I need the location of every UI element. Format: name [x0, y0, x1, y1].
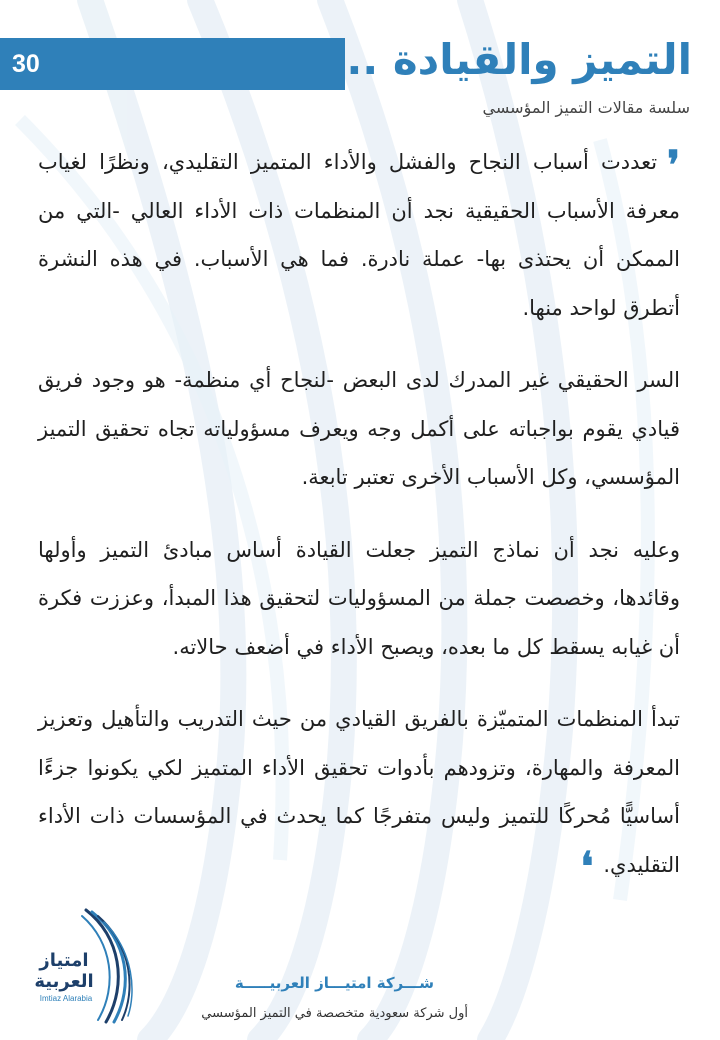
closing-quote-icon: ❛ — [580, 842, 594, 890]
company-tagline: أول شركة سعودية متخصصة في التميز المؤسسي — [201, 1006, 468, 1021]
logo-arabic-line-1: امتياز — [39, 950, 89, 971]
company-name: شـــركة امتيـــاز العربيـــــة — [234, 974, 434, 992]
paragraph-4 — [38, 695, 680, 889]
series-subtitle: سلسة مقالات التميز المؤسسي — [482, 98, 690, 117]
paragraph-4-text: تبدأ المنظمات المتميّزة بالفريق القيادي من حيث التدريب والتأهيل وتعزيز المعرفة والمهارة، وتزودهم بأدوات تحقيق الأداء المتميز لكي يكونوا جزءًا أساسيًّا مُحركًا للتميز وليس متفرجًا كما يحدث في المؤسسات ذات الأداء التقليدي. — [38, 707, 680, 877]
logo-arabic-line-2: العربية — [34, 971, 94, 992]
opening-quote-icon: ❜ — [667, 142, 680, 189]
company-logo — [24, 906, 136, 1026]
paragraph-1-text: تعددت أسباب النجاح والفشل والأداء المتميز التقليدي، ونظرًا لغياب معرفة الأسباب الحقيقية نجد أن المنظمات ذات الأداء العالي -التي من الممكن أن يحتذى بها- عملة نادرة. فما هي الأسباب. في هذه النشرة أتطرق لواحد منها. — [38, 150, 680, 320]
page-number-badge — [0, 38, 345, 90]
page-title: التميز والقيادة .. — [346, 35, 692, 84]
paragraph-2: السر الحقيقي غير المدرك لدى البعض -لنجاح أي منظمة- هو وجود فريق قيادي يقوم بواجباته على أكمل وجه ويعرف مسؤولياته تجاه تحقيق التميز المؤسسي، وكل الأسباب الأخرى تعتبر تابعة. — [38, 368, 680, 489]
article-body — [38, 138, 680, 913]
page-number: 30 — [12, 50, 40, 78]
paragraph-3: وعليه نجد أن نماذج التميز جعلت القيادة أساس مبادئ التميز وأولها وقائدها، وخصصت جملة من المسؤوليات لتحقيق هذا المبدأ، وعززت فكرة أن غيابه يسقط كل ما بعده، ويصبح الأداء في أضعف حالاته. — [38, 537, 680, 659]
logo-english-text: Imtiaz Alarabia — [39, 994, 93, 1003]
logo-arabic-text — [24, 950, 104, 992]
paragraph-1 — [38, 138, 680, 332]
